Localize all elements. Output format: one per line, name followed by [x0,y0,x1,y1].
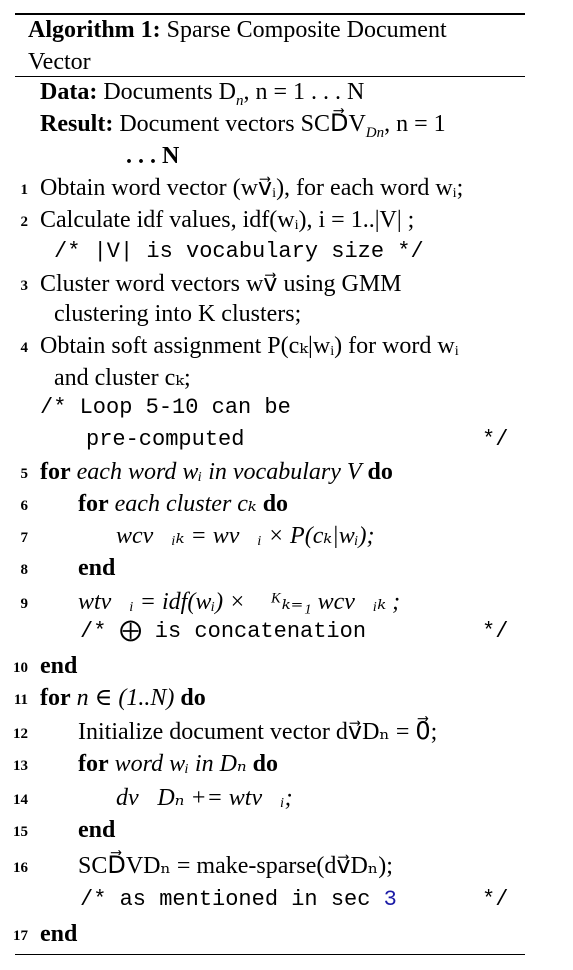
bottom-rule [15,954,525,955]
line-number: 16 [13,860,28,876]
keyword: end [40,653,78,679]
data-line [0,76,573,108]
line-text: dv⃗Dₙ += wtv⃗ᵢ; [116,785,293,811]
line-number: 11 [13,692,28,708]
line-number: 6 [20,498,28,514]
keyword: for [40,685,71,711]
comment-end: */ [482,887,509,912]
line-text: wtv⃗ᵢ = idf(wᵢ) × ⨁ᴷₖ₌₁ wcv⃗ᵢₖ ; [78,589,401,615]
line-text: Calculate idf values, idf(wᵢ), i = 1..|V| ; [40,207,415,233]
algo-line-14 [0,782,573,814]
line-number: 8 [20,562,28,578]
algo-line-8 [0,552,573,584]
result-tail: , n = 1 [384,111,446,137]
keyword: end [78,555,116,581]
line-number: 4 [20,340,28,356]
line-number: 15 [13,824,28,840]
line-text: SCD⃗VDₙ = make-sparse(dv⃗Dₙ); [78,853,393,879]
line-number: 7 [20,530,28,546]
line-text: Initialize document vector dv⃗Dₙ = 0⃗; [78,719,438,745]
line-text: and cluster cₖ; [54,365,191,391]
comment-text: /* |V| is vocabulary size */ [54,239,424,264]
line-number: 5 [20,466,28,482]
keyword: do [252,751,279,777]
algo-comment-9 [0,616,573,648]
algo-line-11 [0,682,573,714]
algorithm-title [28,14,518,78]
algo-line-6 [0,488,573,520]
line-text: Obtain soft assignment P(cₖ|wᵢ) for word wᵢ [40,333,459,359]
line-text: n ∈ (1..N) [76,685,175,711]
line-number: 3 [20,278,28,294]
comment-text: /* Loop 5-10 can be [40,395,291,420]
keyword: for [40,459,71,485]
line-number: 10 [13,660,28,676]
line-number: 14 [13,792,28,808]
algo-line-3 [0,268,573,300]
result-line [0,108,573,140]
comment-text: /* ⨁ is concatenation [80,619,367,644]
algo-comment-16 [0,884,573,916]
algo-line-2 [0,204,573,236]
algorithm-title-line1: Sparse Composite Document [166,17,447,43]
algo-line-4-cont [0,362,573,394]
line-number: 13 [13,758,28,774]
algo-line-17 [0,918,573,950]
line-number: 2 [20,214,28,230]
algo-line-12 [0,716,573,748]
algo-comment-2 [0,236,573,268]
algo-line-13 [0,748,573,780]
algo-line-16 [0,850,573,882]
line-text: each word wᵢ in vocabulary V [76,459,362,485]
keyword: do [367,459,393,485]
algo-line-5 [0,456,573,488]
data-text: Documents D [103,79,236,105]
comment-end: */ [482,619,509,644]
keyword: end [78,817,116,843]
comment-text: pre-computed [86,427,245,452]
keyword: do [180,685,206,711]
line-number: 1 [20,182,28,198]
line-text: clustering into K clusters; [54,301,302,327]
section-reference-link[interactable]: 3 [383,887,397,912]
comment-text: /* as mentioned in sec [80,887,371,912]
data-subscript: n [235,92,244,109]
line-text: Obtain word vector (wv⃗ᵢ), for each word wᵢ; [40,175,464,201]
algo-line-9 [0,586,573,618]
algorithm-label: Algorithm 1: [28,17,161,43]
algo-line-1 [0,172,573,204]
line-number: 12 [13,726,28,742]
line-text: Cluster word vectors wv⃗ using GMM [40,271,402,297]
keyword: for [78,751,109,777]
result-cont-text: . . . N [126,143,180,169]
result-text: Document vectors SCD⃗V [119,111,366,137]
comment-end: */ [482,427,509,452]
line-number: 17 [13,928,28,944]
line-text: each cluster cₖ [114,491,257,517]
algorithm-title-line2: Vector [28,49,91,75]
algo-line-4 [0,330,573,362]
result-continuation [0,140,573,172]
algo-comment-loop-cont [0,424,573,456]
algo-line-3-cont [0,298,573,330]
algo-comment-loop [0,392,573,424]
algo-line-10 [0,650,573,682]
algo-line-7 [0,520,573,552]
algo-line-15 [0,814,573,846]
line-number: 9 [20,596,28,612]
result-subscript: Dn [365,124,385,141]
keyword: end [40,921,78,947]
keyword: do [262,491,289,517]
line-text: wcv⃗ᵢₖ = wv⃗ᵢ × P(cₖ|wᵢ); [116,523,375,549]
result-keyword: Result: [40,111,114,137]
data-tail: , n = 1 . . . N [243,79,365,105]
keyword: for [78,491,109,517]
line-text: word wᵢ in Dₙ [114,751,247,777]
data-keyword: Data: [40,79,98,105]
